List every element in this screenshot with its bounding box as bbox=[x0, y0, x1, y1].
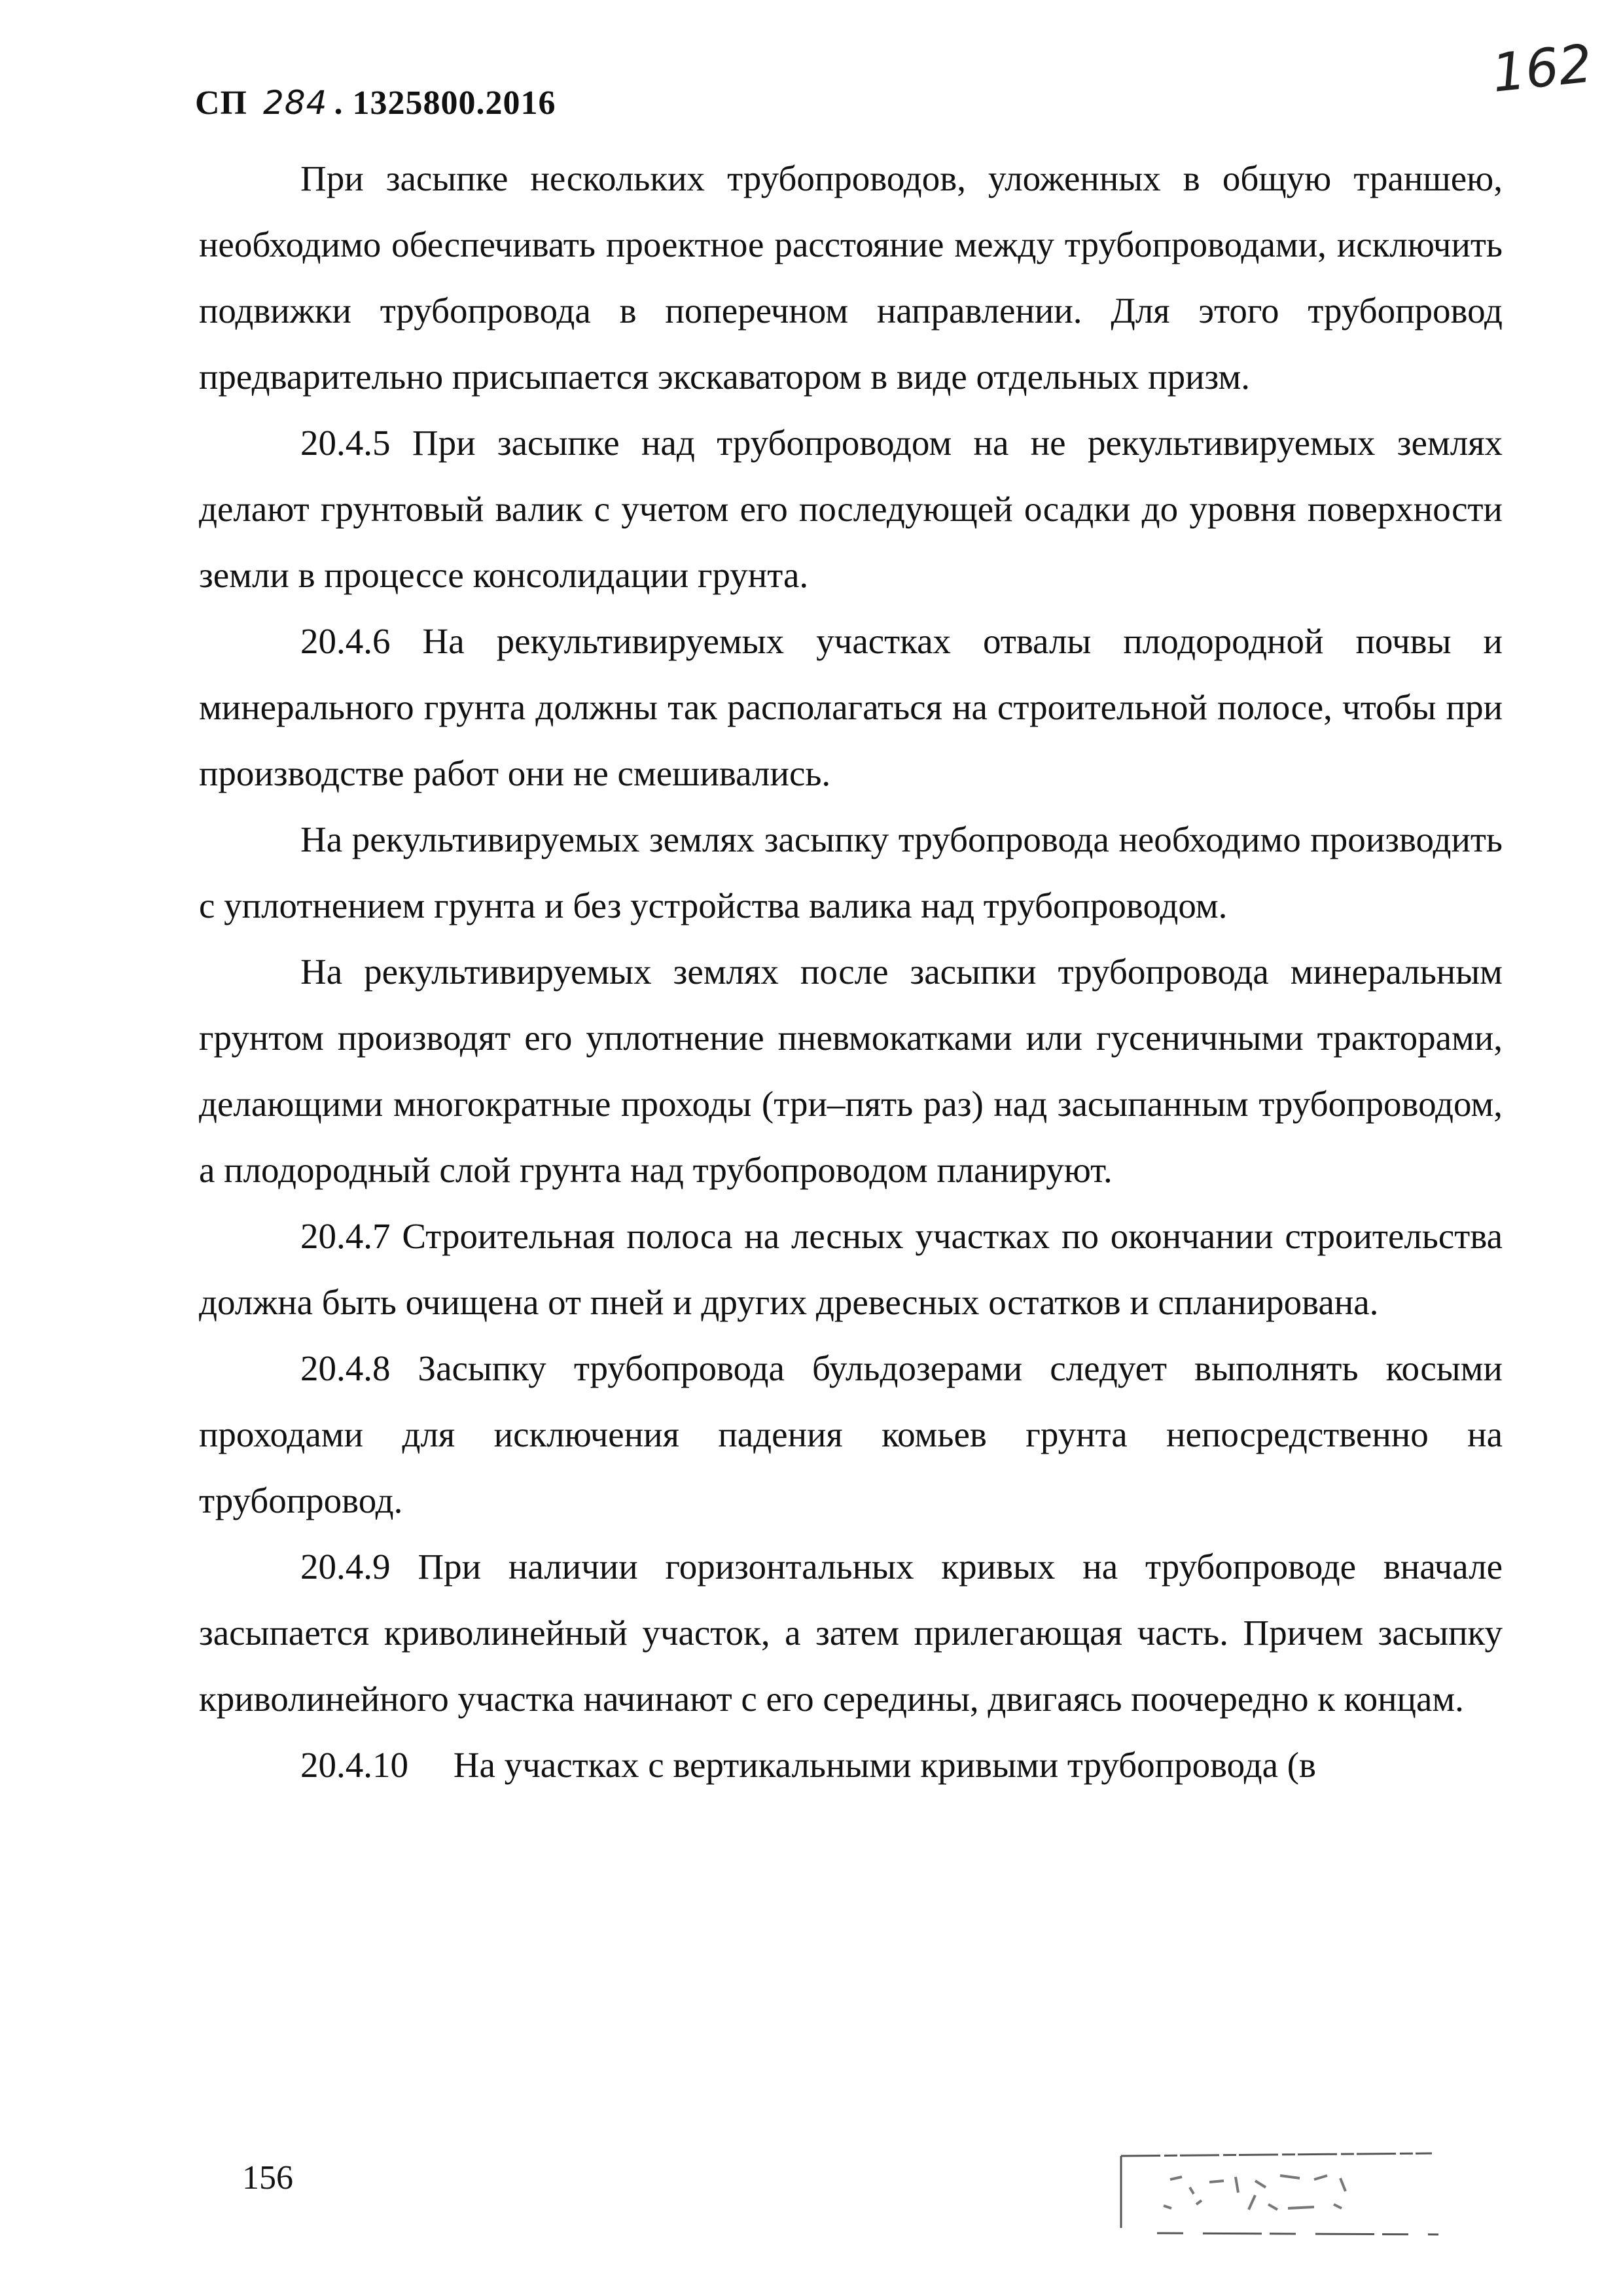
paragraph-20-4-9: 20.4.9 При наличии горизонтальных кривых на трубопроводе вначале засыпается криволинейный участок, а затем прилегающая часть. Причем засыпку криволинейного участка начинают с его середины, двигаясь поочередно к концам. bbox=[199, 1547, 1503, 1719]
paragraph-20-4-6-c: На рекультивируемых землях после засыпки трубопровода минеральным грунтом производят его уплотнение пневмокатками или гусеничными тракторами, делающими многократные проходы (три–пять раз) над засыпанным трубопроводом, а плодородный слой грунта над трубопроводом планируют. bbox=[199, 952, 1503, 1190]
page-number: 156 bbox=[242, 2159, 293, 2197]
paragraph-20-4-6: 20.4.6 На рекультивируемых участках отвалы плодородной почвы и минерального грунта должны так располагаться на строительной полосе, чтобы при производстве работ они не смешивались. bbox=[199, 621, 1503, 793]
handwritten-code-number: 284 bbox=[263, 84, 328, 122]
paragraph-20-4-7: 20.4.7 Строительная полоса на лесных участках по окончании строительства должна быть очищена от пней и других древесных остатков и спланирована. bbox=[199, 1216, 1503, 1322]
handwritten-sheet-number: 162 bbox=[1489, 33, 1596, 104]
document-code bbox=[195, 84, 556, 122]
paragraph-20-4-5: 20.4.5 При засыпке над трубопроводом на не рекультивируемых землях делают грунтовый валик с учетом его последующей осадки до уровня поверхности земли в процессе консолидации грунта. bbox=[199, 423, 1503, 595]
paragraph-20-4-8: 20.4.8 Засыпку трубопровода бульдозерами следует выполнять косыми проходами для исключения падения комьев грунта непосредственно на трубопровод. bbox=[199, 1348, 1503, 1520]
paragraph-20-4-10: 20.4.10 На участках с вертикальными кривыми трубопровода (в bbox=[300, 1745, 1317, 1785]
paragraph-20-4-6-b: На рекультивируемых землях засыпку трубопровода необходимо производить с уплотнением грунта и без устройства валика над трубопроводом. bbox=[199, 819, 1503, 925]
stamp-mark bbox=[1118, 2142, 1445, 2240]
faded-stamp-graphic bbox=[1118, 2142, 1445, 2240]
document-body bbox=[199, 145, 1503, 1798]
code-prefix: СП bbox=[195, 84, 247, 122]
paragraph-intro: При засыпке нескольких трубопроводов, уложенных в общую траншею, необходимо обеспечивать проектное расстояние между трубопроводами, исключить подвижки трубопровода в поперечном направлении. Для этого трубопровод предварительно присыпается экскаватором в виде отдельных призм. bbox=[199, 158, 1503, 397]
code-suffix: . 1325800.2016 bbox=[334, 84, 556, 122]
